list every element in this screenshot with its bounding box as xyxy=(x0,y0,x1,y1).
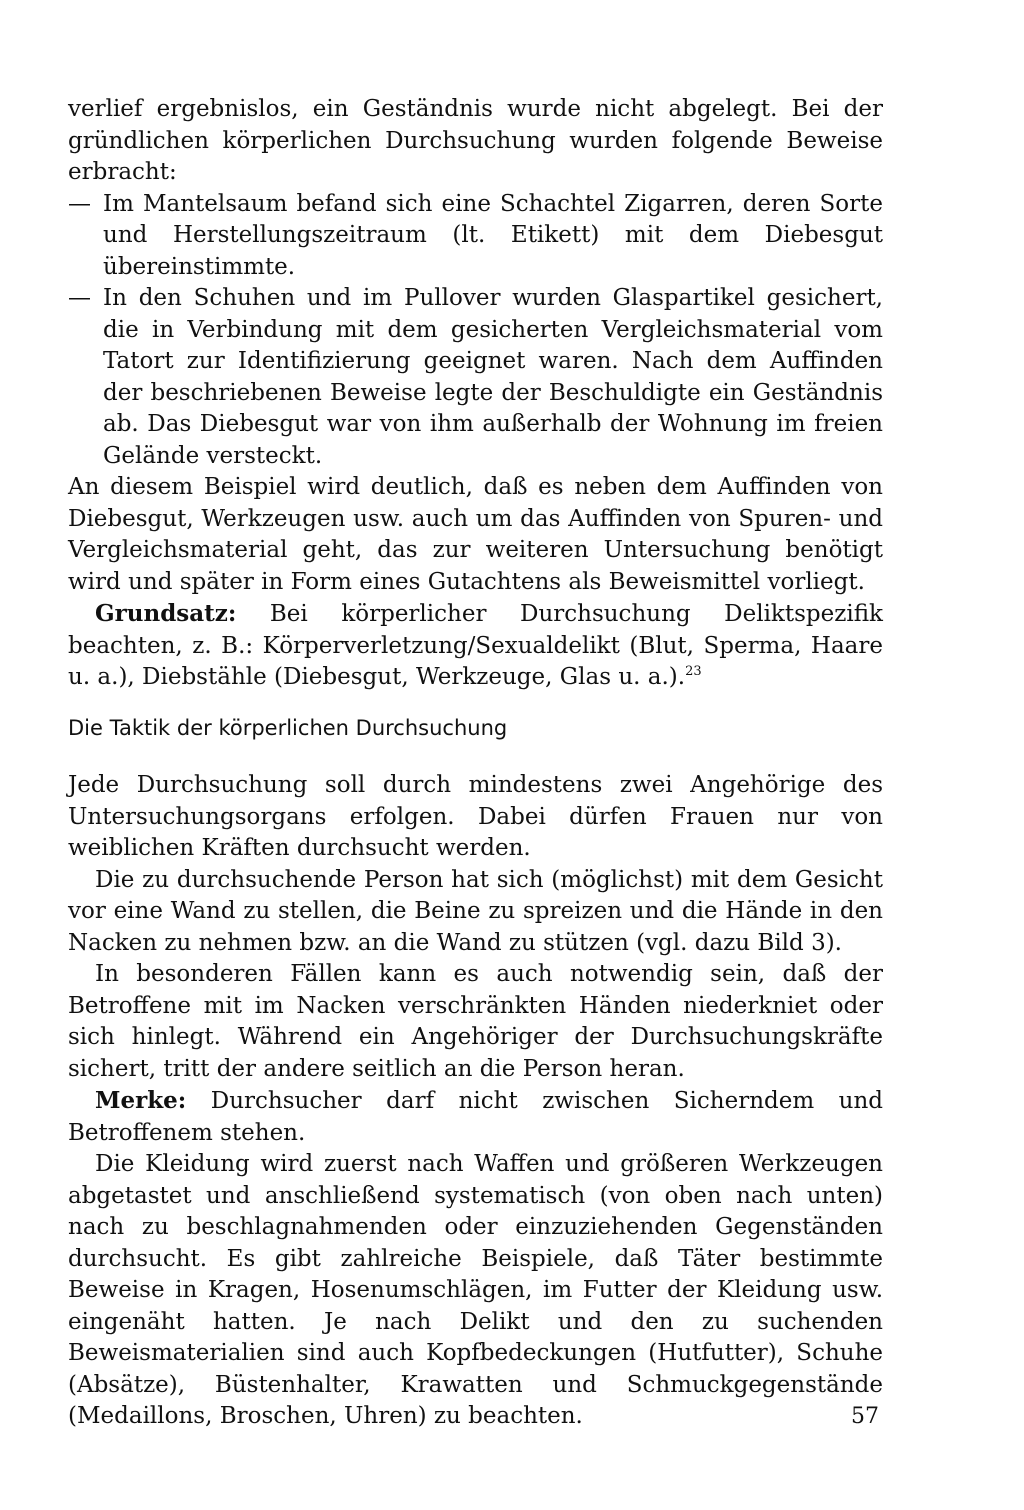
note-label: Merke: xyxy=(95,1087,187,1114)
list-item xyxy=(68,189,883,284)
dash-bullet: — xyxy=(68,190,91,217)
intro-paragraph: verlief ergebnislos, ein Geständnis wurde nicht abgelegt. Bei der gründlichen körperlichen Durchsuchung wurden folgende Beweise erbracht: xyxy=(68,96,883,185)
list-item-text: In den Schuhen und im Pullover wurden Glaspartikel gesichert, die in Verbindung mit dem gesicherten Vergleichsmaterial vom Tatort zur Identifizierung geeignet waren. Nach dem Auffinden der beschriebenen Beweise legte der Beschuldigte ein Geständnis ab. Das Diebesgut war von ihm außerhalb der Wohnung im freien Gelände versteckt. xyxy=(103,285,883,469)
note-paragraph xyxy=(68,1085,883,1149)
body-paragraph: Jede Durchsuchung soll durch mindestens zwei Angehörige des Untersuchungsorgans erfolgen. Dabei dürfen Frauen nur von weiblichen Kräften durchsucht werden. xyxy=(68,772,883,861)
body-paragraph: Die zu durchsuchende Person hat sich (möglichst) mit dem Gesicht vor eine Wand zu stellen, die Beine zu spreizen und die Hände in den Nacken zu nehmen bzw. an die Wand zu stützen (vgl. dazu Bild 3). xyxy=(68,866,883,956)
text-block-bottom xyxy=(68,770,883,1433)
principle-label: Grundsatz: xyxy=(95,600,237,627)
page-number: 57 xyxy=(851,1404,879,1429)
text-block-top xyxy=(68,94,883,694)
list-item xyxy=(68,283,883,472)
list-item-text: Im Mantelsaum befand sich eine Schachtel Zigarren, deren Sorte und Herstellungszeitraum (lt. Etikett) mit dem Diebesgut übereinstimmte. xyxy=(103,190,883,280)
section-heading: Die Taktik der körperlichen Durchsuchung xyxy=(68,716,508,740)
dash-bullet: — xyxy=(68,285,91,311)
footnote-marker: 23 xyxy=(685,664,702,679)
body-paragraph: Die Kleidung wird zuerst nach Waffen und größeren Werkzeugen abgetastet und anschließend systematisch (von oben nach unten) nach zu beschlagnahmenden oder einzuziehenden Gegenständen durchsucht. Es gibt zahlreiche Beispiele, daß Täter bestimmte Beweise in Kragen, Hosenumschlägen, im Futter der Kleidung usw. eingenäht hatten. Je nach Delikt und den zu suchenden Beweismaterialien sind auch Kopfbedeckungen (Hutfutter), Schuhe (Absätze), Büstenhalter, Krawatten und Schmuckgegenstände (Medaillons, Broschen, Uhren) zu beachten. xyxy=(68,1151,883,1429)
principle-paragraph xyxy=(68,598,883,694)
body-paragraph: In besonderen Fällen kann es auch notwendig sein, daß der Betroffene mit im Nacken verschränkten Händen niederkniet oder sich hinlegt. Während ein Angehöriger der Durchsuchungskräfte sichert, tritt der andere seitlich an die Person heran. xyxy=(68,961,883,1082)
note-text: Durchsucher darf nicht zwischen Sicherndem und Betroffenem stehen. xyxy=(68,1088,883,1146)
principle-text: Bei körperlicher Durchsuchung Deliktspezifik beachten, z. B.: Körperverletzung/Sexualdelikt (Blut, Sperma, Haare u. a.), Diebstähle (Diebesgut, Werkzeuge, Glas u. a.). xyxy=(68,601,883,690)
example-paragraph: An diesem Beispiel wird deutlich, daß es neben dem Auffinden von Diebesgut, Werkzeugen usw. auch um das Auffinden von Spuren- und Vergleichsmaterial geht, das zur weiteren Untersuchung benötigt wird und später in Form eines Gutachtens als Beweismittel vorliegt. xyxy=(68,474,883,595)
